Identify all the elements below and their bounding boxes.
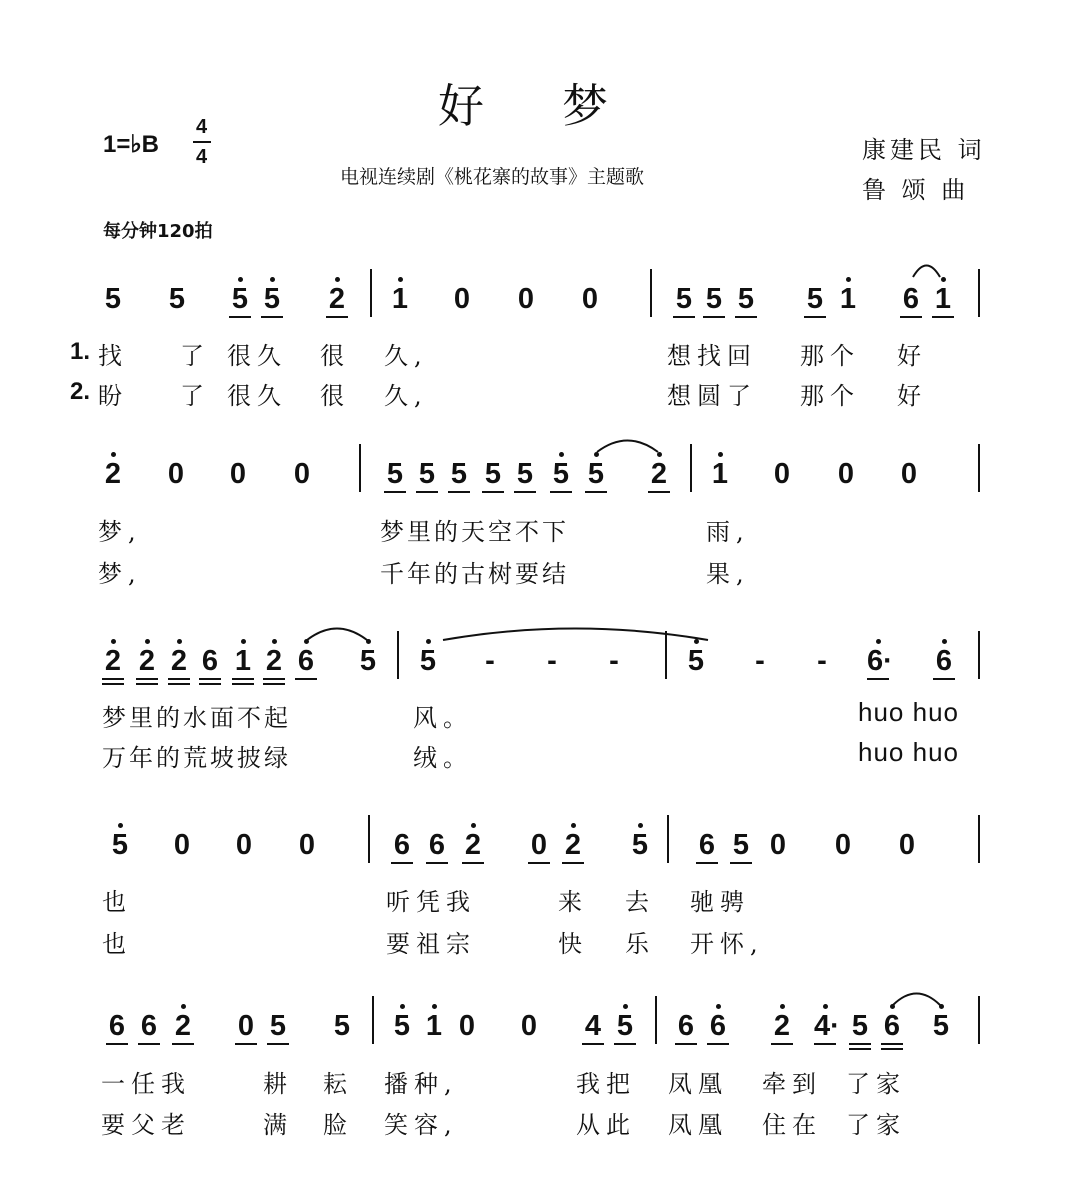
note: 5 [111,829,129,861]
note: - [755,645,765,677]
lyric-text: 了 [180,382,210,410]
note: 5 [418,458,436,490]
octave-dot [177,639,182,644]
beam-line [199,683,221,685]
octave-dot [780,1004,785,1009]
beam-line [102,678,124,680]
bar-line [978,996,980,1044]
time-signature-top: 4 [196,116,208,138]
lyric-text: 从此 [576,1111,636,1139]
beam-line [229,316,251,318]
note: 5 [516,458,534,490]
note: 0 [834,829,852,861]
beam-line [172,1043,194,1045]
note: 6 [393,829,411,861]
bar-line [978,815,980,863]
note: 0 [167,458,185,490]
lyric-text: 久, [384,342,428,370]
note: 5 [587,458,605,490]
slur [307,625,367,641]
beam-line [675,1043,697,1045]
lyric-text: 要父老 [101,1111,191,1139]
note: 5 [393,1010,411,1042]
note: - [485,645,495,677]
lyric-text: 绒。 [413,744,473,772]
lyric-text: 住在 [762,1111,822,1139]
lyric-text: 梦里的天空不下 [380,518,569,546]
subtitle: 电视连续剧《桃花寨的故事》主题歌 [340,166,645,188]
bar-line [690,444,692,492]
octave-dot [471,823,476,828]
note: - [817,645,827,677]
note: 6 [883,1010,901,1042]
note: 0 [900,458,918,490]
note: 0 [581,283,599,315]
beam-line [384,491,406,493]
note: 5 [484,458,502,490]
note: 0 [235,829,253,861]
note: 4 [584,1010,602,1042]
note: 5 [359,645,377,677]
beam-line [168,683,190,685]
lyric-text: 我把 [576,1070,636,1098]
note: 0 [517,283,535,315]
note: - [547,645,557,677]
lyric-text: 牵到 [762,1070,822,1098]
note: 6 [140,1010,158,1042]
octave-dot [559,452,564,457]
time-signature-line [193,141,211,143]
beam-line [462,862,484,864]
lyric-text: 那个 [800,342,860,370]
lyric-text: 乐 [625,930,655,958]
lyric-text: 凤凰 [668,1111,728,1139]
beam-line [849,1048,871,1050]
beam-line [326,316,348,318]
octave-dot [823,1004,828,1009]
lyric-text: 很 [320,382,350,410]
note: 1 [711,458,729,490]
lyric-text: 盼 [98,382,128,410]
note: 5 [675,283,693,315]
composer: 鲁 颂 曲 [862,176,970,204]
bar-line [368,815,370,863]
note: 0 [520,1010,538,1042]
octave-dot [238,277,243,282]
lyric-text: 满 [263,1111,293,1139]
note: 2 [564,829,582,861]
octave-dot [111,452,116,457]
octave-dot [426,639,431,644]
lyric-text: 了家 [846,1111,906,1139]
beam-line [267,1043,289,1045]
note: 5 [732,829,750,861]
note: 5 [450,458,468,490]
beam-line [696,862,718,864]
octave-dot [623,1004,628,1009]
octave-dot [941,277,946,282]
note: 5 [269,1010,287,1042]
lyric-text: 耘 [323,1070,353,1098]
note: 6 [108,1010,126,1042]
note: 1 [391,283,409,315]
note: 2 [773,1010,791,1042]
octave-dot [571,823,576,828]
beam-line [235,1043,257,1045]
note: 2 [170,645,188,677]
note: 4· [814,1010,840,1042]
note: 1 [425,1010,443,1042]
lyric-text: 也 [102,888,132,916]
beam-line [263,678,285,680]
note: 0 [458,1010,476,1042]
lyric-text: huo huo [858,737,959,767]
lyric-text: huo huo [858,697,959,727]
beam-line [585,491,607,493]
note: 0 [530,829,548,861]
slur [443,625,708,641]
beam-line [106,1043,128,1045]
beam-line [168,678,190,680]
note: 2 [328,283,346,315]
beam-line [448,491,470,493]
note: 5 [737,283,755,315]
slur [597,437,658,453]
lyric-text: 很 [320,342,350,370]
note: 2 [138,645,156,677]
note: 6· [867,645,893,677]
beam-line [673,316,695,318]
note: 5 [168,283,186,315]
beam-line [582,1043,604,1045]
beam-line [707,1043,729,1045]
tempo-marking: 每分钟120拍 [103,221,213,242]
bar-line [978,631,980,679]
lyricist: 康建民 词 [862,136,986,164]
note: 5 [419,645,437,677]
octave-dot [876,639,881,644]
lyric-text: 来 [558,888,588,916]
lyric-text: 耕 [263,1070,293,1098]
octave-dot [398,277,403,282]
bar-line [978,444,980,492]
lyric-text: 播种, [384,1070,458,1098]
note: 6 [428,829,446,861]
lyric-text: 听凭我 [386,888,476,916]
note: 5 [552,458,570,490]
beam-line [730,862,752,864]
note: 6 [709,1010,727,1042]
beam-line [514,491,536,493]
octave-dot [335,277,340,282]
verse-number: 2. [70,378,91,405]
lyric-text: 梦, [98,560,142,588]
note: 6 [698,829,716,861]
beam-line [933,678,955,680]
beam-line [804,316,826,318]
beam-line [261,316,283,318]
note: 0 [173,829,191,861]
bar-line [650,269,652,317]
note: 2 [174,1010,192,1042]
beam-line [136,683,158,685]
octave-dot [118,823,123,828]
note: 6 [935,645,953,677]
lyric-text: 万年的荒坡披绿 [102,744,291,772]
note: 2 [104,645,122,677]
lyric-text: 雨, [706,518,750,546]
note: 5 [231,283,249,315]
octave-dot [111,639,116,644]
beam-line [648,491,670,493]
lyric-text: 很久 [227,382,287,410]
note: 1 [234,645,252,677]
beam-line [550,491,572,493]
note: 5 [386,458,404,490]
lyric-text: 也 [102,930,132,958]
lyric-text: 风。 [413,704,473,732]
beam-line [391,862,413,864]
beam-line [263,683,285,685]
beam-line [102,683,124,685]
lyric-text: 千年的古树要结 [380,560,569,588]
beam-line [735,316,757,318]
lyric-text: 久, [384,382,428,410]
beam-line [562,862,584,864]
lyric-text: 开怀, [690,930,764,958]
lyric-text: 凤凰 [668,1070,728,1098]
octave-dot [432,1004,437,1009]
beam-line [771,1043,793,1045]
note: 6 [201,645,219,677]
beam-line [232,678,254,680]
note: 5 [687,645,705,677]
bar-line [667,815,669,863]
bar-line [372,996,374,1044]
note: 0 [898,829,916,861]
beam-line [932,316,954,318]
lyric-text: 好 [897,382,927,410]
note: 0 [229,458,247,490]
verse-number: 1. [70,338,91,365]
lyric-text: 去 [625,888,655,916]
note: 2 [265,645,283,677]
lyric-text: 梦, [98,518,142,546]
lyric-text: 想圆了 [667,382,757,410]
octave-dot [270,277,275,282]
beam-line [528,862,550,864]
note: 5 [333,1010,351,1042]
lyric-text: 找 [98,342,128,370]
note: 5 [806,283,824,315]
octave-dot [846,277,851,282]
octave-dot [718,452,723,457]
note: 6 [677,1010,695,1042]
note: 5 [705,283,723,315]
beam-line [199,678,221,680]
octave-dot [145,639,150,644]
beam-line [416,491,438,493]
bar-line [370,269,372,317]
note: 0 [237,1010,255,1042]
beam-line [426,862,448,864]
song-title: 好梦 [438,79,686,133]
slur [893,990,940,1006]
note: 1 [934,283,952,315]
lyric-text: 快 [558,930,588,958]
beam-line [900,316,922,318]
lyric-text: 了家 [846,1070,906,1098]
lyric-text: 一任我 [101,1070,191,1098]
bar-line [359,444,361,492]
octave-dot [638,823,643,828]
note: 5 [616,1010,634,1042]
bar-line [655,996,657,1044]
beam-line [703,316,725,318]
bar-line [397,631,399,679]
note: 5 [932,1010,950,1042]
beam-line [881,1043,903,1045]
lyric-text: 笑容, [384,1111,458,1139]
note: 0 [293,458,311,490]
lyric-text: 果, [706,560,750,588]
octave-dot [400,1004,405,1009]
beam-line [295,678,317,680]
lyric-text: 那个 [800,382,860,410]
beam-line [138,1043,160,1045]
note: - [609,645,619,677]
note: 2 [104,458,122,490]
lyric-text: 脸 [323,1111,353,1139]
slur [913,262,940,278]
lyric-text: 好 [897,342,927,370]
bar-line [978,269,980,317]
note: 5 [631,829,649,861]
octave-dot [716,1004,721,1009]
note: 5 [104,283,122,315]
note: 5 [263,283,281,315]
lyric-text: 很久 [227,342,287,370]
beam-line [867,678,889,680]
note: 0 [837,458,855,490]
note: 0 [773,458,791,490]
note: 6 [297,645,315,677]
note: 0 [298,829,316,861]
octave-dot [241,639,246,644]
note: 6 [902,283,920,315]
beam-line [136,678,158,680]
note: 0 [769,829,787,861]
beam-line [881,1048,903,1050]
note: 5 [851,1010,869,1042]
beam-line [849,1043,871,1045]
octave-dot [942,639,947,644]
beam-line [614,1043,636,1045]
beam-line [814,1043,836,1045]
note: 1 [839,283,857,315]
lyric-text: 梦里的水面不起 [102,704,291,732]
beam-line [232,683,254,685]
time-signature-bottom: 4 [196,146,208,168]
note: 2 [464,829,482,861]
key-signature: 1=♭B [103,131,160,158]
lyric-text: 想找回 [667,342,757,370]
beam-line [482,491,504,493]
octave-dot [272,639,277,644]
octave-dot [181,1004,186,1009]
lyric-text: 了 [180,342,210,370]
lyric-text: 驰骋 [690,888,750,916]
note: 2 [650,458,668,490]
lyric-text: 要祖宗 [386,930,476,958]
note: 0 [453,283,471,315]
